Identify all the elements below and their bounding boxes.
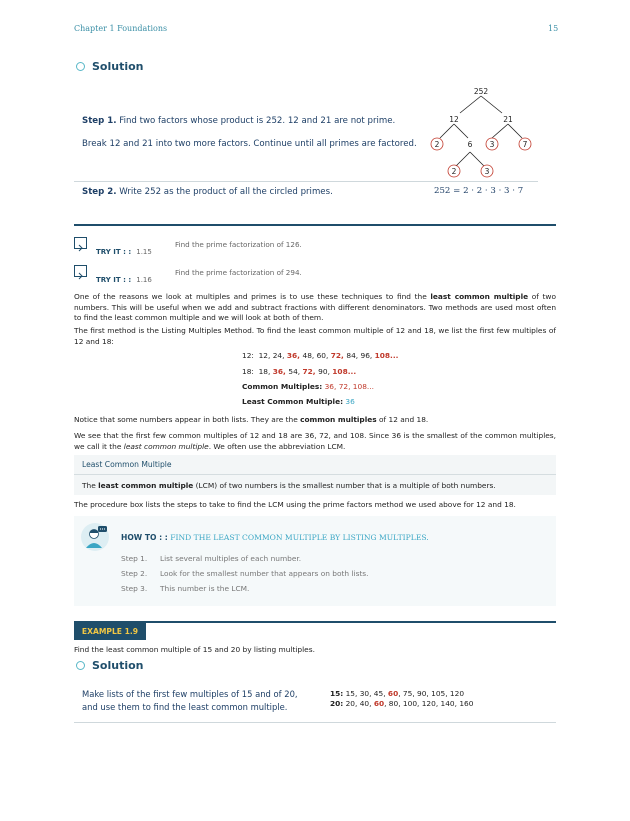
text-span: 20, 40, bbox=[343, 699, 374, 708]
try-it-label: TRY IT : : bbox=[96, 248, 132, 256]
text-span: (LCM) of two numbers is the smallest number that is a multiple of both numbers. bbox=[193, 481, 496, 490]
try-it-1 bbox=[96, 239, 152, 258]
multiple-value: 72, bbox=[330, 351, 347, 360]
step1-label: Step 1. bbox=[82, 116, 117, 126]
tree-edge bbox=[454, 124, 468, 138]
multiple-value: 72, bbox=[302, 367, 319, 376]
multiple-value: 108... bbox=[374, 351, 399, 360]
highlight-value: 60 bbox=[373, 699, 385, 708]
row-label: 12: bbox=[242, 351, 254, 360]
factor-tree bbox=[420, 84, 550, 184]
solution-title: Solution bbox=[92, 60, 144, 73]
multiple-value: 36, bbox=[272, 367, 289, 376]
check-circle-icon bbox=[76, 62, 85, 71]
example-instruction bbox=[82, 688, 298, 713]
multiple-value: 54, bbox=[288, 367, 303, 376]
chapter-header: Chapter 1 Foundations bbox=[74, 24, 168, 33]
term-bold: common multiples bbox=[300, 415, 377, 424]
common-multiples-row bbox=[242, 382, 374, 391]
multiples-row-20 bbox=[330, 699, 473, 708]
howto-heading bbox=[121, 533, 429, 542]
multiple-value: 12, bbox=[258, 351, 273, 360]
multiple-value: 24, bbox=[272, 351, 287, 360]
howto-label: HOW TO : : bbox=[121, 533, 168, 542]
definition-divider bbox=[74, 474, 556, 475]
multiple-value: 18, bbox=[258, 367, 273, 376]
term-bold: least common multiple bbox=[430, 292, 529, 301]
tree-node: 12 bbox=[449, 115, 459, 124]
text-span: We see that the first few common multiples of 12 and 18 are 36, 72, and 108. Since 36 is the smallest of the common multiples, we call it the bbox=[74, 431, 556, 451]
chevron-right-icon bbox=[75, 271, 86, 281]
multiple-value: 36, bbox=[286, 351, 303, 360]
tree-node: 2 bbox=[434, 140, 440, 149]
tree-edge bbox=[460, 96, 481, 113]
row-label: Least Common Multiple: bbox=[242, 397, 344, 406]
howto-step-2 bbox=[121, 569, 369, 578]
example-solution-title: Solution bbox=[92, 659, 144, 672]
example-badge: EXAMPLE 1.9 bbox=[74, 623, 146, 640]
text-span: The bbox=[82, 481, 99, 490]
try-it-number: 1.15 bbox=[136, 248, 152, 256]
try-it-text: Find the prime factorization of 294. bbox=[175, 268, 302, 277]
step-text: List several multiples of each number. bbox=[160, 554, 302, 563]
howto-title: FIND THE LEAST COMMON MULTIPLE BY LISTING MULTIPLES. bbox=[170, 533, 429, 542]
step-text: Look for the smallest number that appears on both lists. bbox=[160, 569, 369, 578]
multiple-value: 60, bbox=[316, 351, 331, 360]
row-label: 15: bbox=[330, 689, 344, 698]
text-span: One of the reasons we look at multiples and primes is to use these techniques to find the bbox=[74, 292, 431, 301]
product-expression: 252 = 2 · 2 · 3 · 3 · 7 bbox=[434, 186, 524, 196]
try-it-2 bbox=[96, 267, 152, 286]
paragraph-lcm bbox=[74, 431, 556, 452]
multiple-value: 90, bbox=[318, 367, 333, 376]
tree-node: 7 bbox=[522, 140, 528, 149]
tree-node: 6 bbox=[467, 140, 473, 149]
row-label: 18: bbox=[242, 367, 254, 376]
lcm-row bbox=[242, 397, 355, 406]
tree-edge bbox=[481, 96, 502, 113]
step-number: Step 2. bbox=[121, 569, 148, 578]
term-italic: least common multiple bbox=[123, 441, 209, 451]
tree-node: 252 bbox=[473, 87, 489, 96]
step-text: This number is the LCM. bbox=[160, 584, 250, 593]
multiple-value: 108... bbox=[332, 367, 357, 376]
check-circle-icon bbox=[76, 661, 85, 670]
howto-step-3 bbox=[121, 584, 250, 593]
row-label: Common Multiples: bbox=[242, 382, 323, 391]
person-icon bbox=[80, 522, 110, 552]
paragraph-notice bbox=[74, 415, 556, 426]
definition-text bbox=[82, 481, 496, 490]
step-number: Step 1. bbox=[121, 554, 148, 563]
tree-node: 21 bbox=[503, 115, 513, 124]
term-bold: least common multiple bbox=[98, 481, 194, 490]
tree-node: 3 bbox=[484, 167, 490, 176]
highlight-value: 60 bbox=[387, 689, 399, 698]
try-it-expand-button[interactable] bbox=[74, 265, 87, 277]
paragraph-method: The first method is the Listing Multiples Method. To find the least common multiple of 12 and 18, we list the first few multiples of 12 and 18: bbox=[74, 326, 556, 346]
example-rule bbox=[74, 621, 556, 623]
text-span: Notice that some numbers appear in both lists. They are the bbox=[74, 415, 301, 424]
step2-text: Write 252 as the product of all the circled primes. bbox=[116, 187, 333, 197]
step1b-text: Break 12 and 21 into two more factors. Continue until all primes are factored. bbox=[82, 139, 417, 149]
paragraph-intro bbox=[74, 292, 556, 324]
page-number: 15 bbox=[548, 24, 559, 33]
try-it-label: TRY IT : : bbox=[96, 276, 132, 284]
row-values bbox=[259, 351, 399, 360]
text-span: of 12 and 18. bbox=[376, 415, 429, 424]
tree-node: 2 bbox=[451, 167, 457, 176]
multiple-value: 96, bbox=[360, 351, 375, 360]
paragraph-procedure: The procedure box lists the steps to take to find the LCM using the prime factors method we used above for 12 and 18. bbox=[74, 500, 516, 509]
step1-line bbox=[82, 116, 395, 126]
howto-step-1 bbox=[121, 554, 302, 563]
common-values: 36, 72, 108... bbox=[324, 382, 374, 391]
definition-title: Least Common Multiple bbox=[82, 460, 172, 469]
lcm-value: 36 bbox=[345, 397, 355, 406]
multiple-value: 48, bbox=[302, 351, 317, 360]
row-label: 20: bbox=[330, 699, 344, 708]
text-span: of two numbers. This will be useful when we add and subtract fractions with different denominators. Two methods are used most often to find the least common multiple and we will look at both of them. bbox=[74, 292, 556, 322]
text-span: , 80, 100, 120, 140, 160 bbox=[384, 699, 474, 708]
chevron-right-icon bbox=[75, 243, 86, 253]
multiples-row-15 bbox=[330, 689, 464, 698]
tree-edge bbox=[440, 124, 454, 138]
example-problem: Find the least common multiple of 15 and 20 by listing multiples. bbox=[74, 645, 315, 654]
multiples-row-12 bbox=[242, 351, 398, 360]
row-values bbox=[259, 367, 357, 376]
try-it-expand-button[interactable] bbox=[74, 237, 87, 249]
tree-edge bbox=[492, 124, 508, 138]
divider bbox=[74, 722, 556, 723]
text-span: 15, 30, 45, bbox=[343, 689, 388, 698]
try-it-text: Find the prime factorization of 126. bbox=[175, 240, 302, 249]
try-it-number: 1.16 bbox=[136, 276, 152, 284]
text-span: . We often use the abbreviation LCM. bbox=[208, 441, 346, 451]
multiples-row-18 bbox=[242, 367, 356, 376]
step-number: Step 3. bbox=[121, 584, 148, 593]
tree-edge bbox=[456, 152, 470, 166]
instruction-line: and use them to find the least common multiple. bbox=[82, 701, 288, 712]
section-divider bbox=[74, 224, 556, 226]
text-span: , 75, 90, 105, 120 bbox=[398, 689, 465, 698]
tree-edge bbox=[470, 152, 484, 166]
tree-node: 3 bbox=[489, 140, 495, 149]
instruction-line: Make lists of the first few multiples of 15 and of 20, bbox=[82, 689, 298, 699]
tree-edge bbox=[508, 124, 522, 138]
step2-line bbox=[82, 187, 333, 197]
divider bbox=[74, 181, 538, 182]
step2-label: Step 2. bbox=[82, 187, 117, 197]
step1-text: Find two factors whose product is 252. 12 and 21 are not prime. bbox=[116, 116, 396, 126]
multiple-value: 84, bbox=[346, 351, 361, 360]
